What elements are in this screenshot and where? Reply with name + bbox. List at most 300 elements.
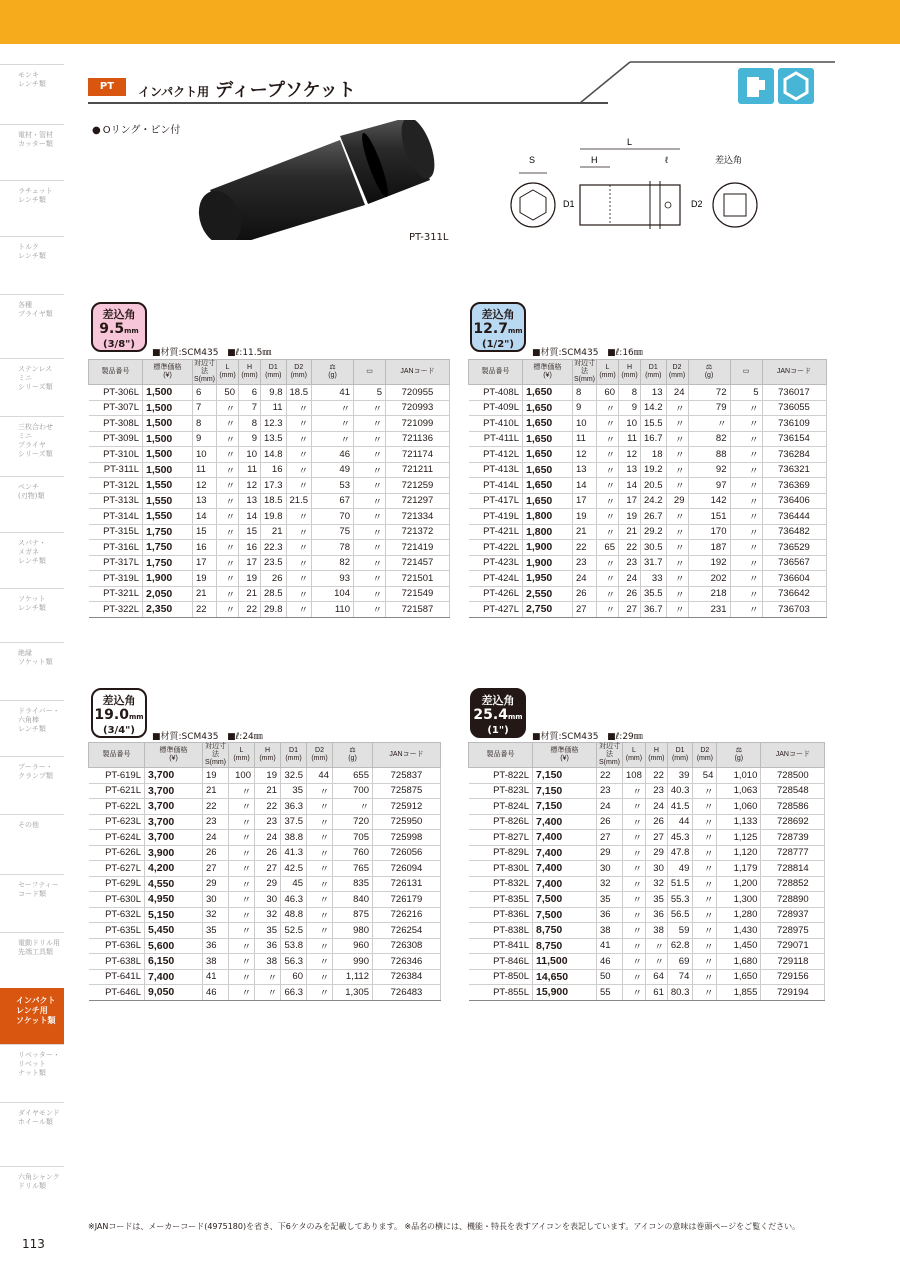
cell-D1: 16.7	[641, 431, 667, 447]
cell-size: 10	[193, 447, 217, 463]
cell-price: 1,800	[523, 524, 573, 540]
cell-D1: 31.7	[641, 555, 667, 571]
cell-D2: 21.5	[286, 493, 312, 509]
cell-pack: 〃	[354, 431, 386, 447]
cell-weight: 1,305	[333, 985, 373, 1001]
cell-price: 7,500	[533, 892, 597, 908]
cell-L: 〃	[597, 462, 619, 478]
cell-D2: 〃	[307, 892, 333, 908]
cell-L: 100	[229, 768, 255, 784]
sidebar-item[interactable]: ソケット レンチ類	[0, 588, 64, 642]
cell-jan: 721587	[386, 602, 450, 618]
cell-weight: 1,120	[717, 845, 761, 861]
cell-D1: 28.5	[261, 586, 287, 602]
cell-D2: 〃	[693, 985, 717, 1001]
sidebar-item[interactable]: モンキ レンチ類	[0, 64, 64, 124]
cell-product: PT-621L	[89, 783, 145, 799]
cell-price: 8,750	[533, 938, 597, 954]
table-row	[89, 524, 450, 540]
cell-weight: 〃	[312, 416, 354, 432]
cell-size: 27	[573, 602, 597, 618]
cell-D1: 21	[261, 524, 287, 540]
cell-size: 30	[597, 861, 623, 877]
cell-L: 〃	[217, 602, 239, 618]
table-row	[89, 555, 450, 571]
cell-H: 17	[239, 555, 261, 571]
weight-icon: ⚖	[329, 364, 336, 371]
cell-L: 〃	[229, 892, 255, 908]
cell-D2: 〃	[693, 969, 717, 985]
cell-size: 15	[193, 524, 217, 540]
column-header-D1: D1 (mm)	[667, 743, 693, 768]
cell-H: 12	[239, 478, 261, 494]
cell-D1: 9.8	[261, 385, 287, 401]
cell-price: 4,200	[145, 861, 203, 877]
column-header-L: L (mm)	[623, 743, 646, 768]
label-l: L	[627, 137, 633, 147]
cell-product: PT-619L	[89, 768, 145, 784]
cell-H: 22	[645, 768, 667, 784]
table-row	[469, 431, 827, 447]
cell-weight: 1,280	[717, 907, 761, 923]
cell-jan: 721549	[386, 586, 450, 602]
title-main: ディープソケット	[215, 80, 356, 101]
cell-D1: 56.3	[281, 954, 307, 970]
cell-price: 1,900	[523, 540, 573, 556]
cell-weight: 231	[688, 602, 730, 618]
cell-D1: 40.3	[667, 783, 693, 799]
column-header-price: 標準価格 (¥)	[533, 743, 597, 768]
cell-L: 〃	[597, 400, 619, 416]
cell-L: 〃	[623, 799, 646, 815]
cell-H: 64	[645, 969, 667, 985]
cell-D1: 37.5	[281, 814, 307, 830]
cell-price: 1,650	[523, 447, 573, 463]
cell-pack: 〃	[730, 524, 762, 540]
sidebar-item[interactable]: 三枚合わせ ミニ プライヤ シリーズ類	[0, 416, 64, 476]
weight-icon: ⚖	[349, 747, 356, 754]
column-header-weight: ⚖ (g)	[717, 743, 761, 768]
column-header-D2: D2 (mm)	[307, 743, 333, 768]
cell-H: 9	[239, 431, 261, 447]
table-row	[469, 555, 827, 571]
column-header-price: 標準価格 (¥)	[145, 743, 203, 768]
cell-price: 1,500	[143, 462, 193, 478]
cell-price: 3,700	[145, 783, 203, 799]
sidebar-item[interactable]: プーラー・ クランプ類	[0, 756, 64, 814]
label-drive: 差込角	[715, 155, 743, 165]
cell-jan: 729156	[761, 969, 825, 985]
cell-H: 22	[619, 540, 641, 556]
cell-weight: 53	[312, 478, 354, 494]
cell-size: 26	[573, 586, 597, 602]
sidebar	[0, 44, 64, 1234]
column-header-D1: D1 (mm)	[261, 360, 287, 385]
spec-line	[152, 345, 271, 358]
cell-product: PT-630L	[89, 892, 145, 908]
cell-D2: 〃	[693, 830, 717, 846]
cell-D1: 52.5	[281, 923, 307, 939]
cell-D2: 〃	[666, 509, 688, 525]
cell-weight: 1,450	[717, 938, 761, 954]
cell-L: 〃	[229, 907, 255, 923]
sidebar-item[interactable]: ペンチ (刃物)類	[0, 476, 64, 532]
cell-jan: 729194	[761, 985, 825, 1001]
cell-L: 〃	[229, 845, 255, 861]
cell-D2: 〃	[693, 954, 717, 970]
cell-size: 8	[573, 385, 597, 401]
cell-jan: 736642	[762, 586, 826, 602]
cell-D1: 20.5	[641, 478, 667, 494]
cell-product: PT-822L	[469, 768, 533, 784]
cell-jan: 736703	[762, 602, 826, 618]
table-row	[89, 478, 450, 494]
cell-price: 1,650	[523, 493, 573, 509]
cell-price: 7,400	[533, 830, 597, 846]
cell-pack: 〃	[730, 478, 762, 494]
cell-jan: 725912	[373, 799, 441, 815]
column-header-jan: JANコード	[386, 360, 450, 385]
cell-L: 60	[597, 385, 619, 401]
cell-price: 2,750	[523, 602, 573, 618]
cell-jan: 728548	[761, 783, 825, 799]
cell-D1: 18	[641, 447, 667, 463]
cell-product: PT-422L	[469, 540, 523, 556]
cell-D2: 18.5	[286, 385, 312, 401]
cell-jan: 728777	[761, 845, 825, 861]
cell-H: 16	[239, 540, 261, 556]
cell-D2: 〃	[693, 907, 717, 923]
cell-L: 〃	[217, 524, 239, 540]
cell-price: 1,500	[143, 447, 193, 463]
column-header-product: 製品番号	[469, 360, 523, 385]
cell-D1: 36.7	[641, 602, 667, 618]
column-header-L: L (mm)	[229, 743, 255, 768]
cell-H: 15	[239, 524, 261, 540]
cell-size: 50	[597, 969, 623, 985]
cell-product: PT-319L	[89, 571, 143, 587]
cell-pack: 〃	[730, 571, 762, 587]
cell-L: 〃	[229, 923, 255, 939]
table-row	[89, 892, 441, 908]
sidebar-item[interactable]: その他	[0, 814, 64, 874]
cell-D2: 〃	[666, 447, 688, 463]
cell-size: 7	[193, 400, 217, 416]
sidebar-item[interactable]: トルク レンチ類	[0, 236, 64, 294]
cell-product: PT-635L	[89, 923, 145, 939]
cell-D2: 〃	[666, 462, 688, 478]
feature-text: ● Oリング・ピン付	[92, 121, 180, 136]
cell-price: 1,550	[143, 509, 193, 525]
table-row	[469, 845, 825, 861]
cell-D2: 〃	[307, 923, 333, 939]
cell-size: 26	[203, 845, 229, 861]
cell-jan: 728739	[761, 830, 825, 846]
cell-product: PT-321L	[89, 586, 143, 602]
cell-size: 11	[193, 462, 217, 478]
cell-L: 〃	[229, 830, 255, 846]
cell-size: 19	[203, 768, 229, 784]
cell-product: PT-412L	[469, 447, 523, 463]
cell-weight: 187	[688, 540, 730, 556]
cell-product: PT-306L	[89, 385, 143, 401]
cell-D1: 69	[667, 954, 693, 970]
cell-D1: 39	[667, 768, 693, 784]
cell-D2: 〃	[693, 892, 717, 908]
cell-size: 27	[203, 861, 229, 877]
cell-size: 19	[193, 571, 217, 587]
cell-weight: 1,063	[717, 783, 761, 799]
sidebar-item[interactable]: ダイヤモンド ホイール類	[0, 1102, 64, 1166]
cell-pack: 〃	[354, 586, 386, 602]
cell-D1: 18.5	[261, 493, 287, 509]
table-row	[469, 462, 827, 478]
table-row	[469, 493, 827, 509]
sidebar-item[interactable]: インパクト レンチ用 ソケット類	[0, 988, 64, 1044]
cell-D1: 66.3	[281, 985, 307, 1001]
cell-H: 6	[239, 385, 261, 401]
package-icon: ▭	[366, 368, 373, 375]
cell-product: PT-307L	[89, 400, 143, 416]
cell-size: 26	[597, 814, 623, 830]
cell-jan: 725837	[373, 768, 441, 784]
table-row	[89, 830, 441, 846]
column-header-H: H (mm)	[255, 743, 281, 768]
sidebar-item[interactable]: 電材・管材 カッター類	[0, 124, 64, 180]
cell-product: PT-830L	[469, 861, 533, 877]
cell-jan: 726179	[373, 892, 441, 908]
spec-ell: ■ℓ:29㎜	[607, 732, 643, 742]
spec-line	[532, 729, 643, 742]
table-row	[469, 892, 825, 908]
cell-jan: 728937	[761, 907, 825, 923]
cell-product: PT-423L	[469, 555, 523, 571]
cell-weight: 875	[333, 907, 373, 923]
cell-L: 〃	[217, 509, 239, 525]
cell-price: 9,050	[145, 985, 203, 1001]
cell-product: PT-832L	[469, 876, 533, 892]
cell-D1: 35.5	[641, 586, 667, 602]
cell-D2: 〃	[286, 478, 312, 494]
cell-D1: 17.3	[261, 478, 287, 494]
cell-product: PT-827L	[469, 830, 533, 846]
cell-product: PT-316L	[89, 540, 143, 556]
cell-D1: 46.3	[281, 892, 307, 908]
cell-D1: 51.5	[667, 876, 693, 892]
cell-D1: 42.5	[281, 861, 307, 877]
cell-product: PT-309L	[89, 431, 143, 447]
cell-size: 21	[203, 783, 229, 799]
cell-D1: 14.2	[641, 400, 667, 416]
cell-D1: 35	[281, 783, 307, 799]
label-d1: D1	[563, 199, 575, 209]
cell-D2: 〃	[666, 602, 688, 618]
cell-D2: 〃	[286, 586, 312, 602]
cell-D2: 〃	[693, 814, 717, 830]
cell-weight: 79	[688, 400, 730, 416]
cell-product: PT-408L	[469, 385, 523, 401]
cell-H: 32	[645, 876, 667, 892]
cell-size: 36	[203, 938, 229, 954]
column-header-jan: JANコード	[373, 743, 441, 768]
sidebar-item[interactable]: ドライバー・ 六角棒 レンチ類	[0, 700, 64, 756]
cell-product: PT-314L	[89, 509, 143, 525]
cell-L: 〃	[623, 876, 646, 892]
cell-price: 1,650	[523, 478, 573, 494]
cell-price: 1,800	[523, 509, 573, 525]
spec-ell: ■ℓ:11.5㎜	[227, 348, 272, 358]
cell-H: 8	[619, 385, 641, 401]
cell-weight: 93	[312, 571, 354, 587]
table-row	[89, 861, 441, 877]
column-header-D1: D1 (mm)	[641, 360, 667, 385]
cell-size: 32	[203, 907, 229, 923]
cell-weight: 700	[333, 783, 373, 799]
cell-D2: 〃	[666, 586, 688, 602]
cell-price: 3,700	[145, 814, 203, 830]
cell-D2: 〃	[666, 431, 688, 447]
cell-D2: 〃	[666, 555, 688, 571]
column-header-weight: ⚖ (g)	[688, 360, 730, 385]
table-row	[469, 783, 825, 799]
cell-D2: 〃	[286, 602, 312, 618]
cell-L: 〃	[217, 555, 239, 571]
cell-D2: 〃	[307, 876, 333, 892]
cell-D2: 〃	[286, 400, 312, 416]
cell-L: 〃	[217, 431, 239, 447]
cell-H: 35	[255, 923, 281, 939]
cell-D1: 22.3	[261, 540, 287, 556]
cell-product: PT-824L	[469, 799, 533, 815]
badge-value: 19.0mm	[94, 707, 144, 723]
table-row	[89, 447, 450, 463]
cell-product: PT-414L	[469, 478, 523, 494]
sidebar-item[interactable]: 絶縁 ソケット類	[0, 642, 64, 700]
cell-jan: 728890	[761, 892, 825, 908]
column-header-L: L (mm)	[597, 360, 619, 385]
cell-price: 1,650	[523, 400, 573, 416]
cell-weight: 1,112	[333, 969, 373, 985]
sidebar-item[interactable]: 電動ドリル用 先端工具類	[0, 932, 64, 988]
cell-H: 〃	[645, 938, 667, 954]
cell-size: 38	[203, 954, 229, 970]
cell-price: 1,900	[143, 571, 193, 587]
cell-weight: 1,680	[717, 954, 761, 970]
column-header-D2: D2 (mm)	[693, 743, 717, 768]
cell-D1: 19.8	[261, 509, 287, 525]
cell-weight: 835	[333, 876, 373, 892]
cell-D2: 〃	[666, 400, 688, 416]
cell-size: 29	[597, 845, 623, 861]
cell-H: 13	[619, 462, 641, 478]
cell-D2: 〃	[693, 845, 717, 861]
cell-weight: 142	[688, 493, 730, 509]
cell-jan: 729118	[761, 954, 825, 970]
cell-price: 7,500	[533, 907, 597, 923]
hexagon-icon	[778, 68, 814, 104]
table-row	[89, 907, 441, 923]
cell-size: 12	[573, 447, 597, 463]
table-row	[89, 814, 441, 830]
cell-L: 〃	[597, 586, 619, 602]
cell-L: 〃	[597, 416, 619, 432]
cell-L: 〃	[229, 783, 255, 799]
cell-L: 〃	[623, 783, 646, 799]
cell-D2: 〃	[693, 876, 717, 892]
cell-jan: 736444	[762, 509, 826, 525]
cell-product: PT-421L	[469, 524, 523, 540]
cell-size: 17	[573, 493, 597, 509]
table-row	[469, 385, 827, 401]
cell-H: 26	[619, 586, 641, 602]
table-row	[89, 876, 441, 892]
cell-D1: 26	[261, 571, 287, 587]
cell-D1: 32.5	[281, 768, 307, 784]
cell-weight: 1,060	[717, 799, 761, 815]
sidebar-item[interactable]: リベッター・ リベット ナット類	[0, 1044, 64, 1102]
cell-weight: 990	[333, 954, 373, 970]
cell-D2: 〃	[286, 416, 312, 432]
cell-weight: 46	[312, 447, 354, 463]
table-row	[469, 861, 825, 877]
cell-H: 24	[645, 799, 667, 815]
cell-pack: 〃	[730, 462, 762, 478]
label-h: H	[591, 155, 598, 165]
cell-price: 1,550	[143, 493, 193, 509]
cell-H: 36	[255, 938, 281, 954]
sidebar-item[interactable]: ラチェット レンチ類	[0, 180, 64, 236]
cell-D1: 12.3	[261, 416, 287, 432]
table-row	[469, 814, 825, 830]
cell-size: 38	[597, 923, 623, 939]
cell-price: 1,500	[143, 385, 193, 401]
spec-table	[468, 742, 825, 1001]
cell-D2: 〃	[307, 861, 333, 877]
cell-L: 〃	[623, 814, 646, 830]
cell-weight: 1,430	[717, 923, 761, 939]
cell-jan: 721259	[386, 478, 450, 494]
cell-D2: 〃	[307, 954, 333, 970]
spec-ell: ■ℓ:24㎜	[227, 732, 263, 742]
cell-jan: 721419	[386, 540, 450, 556]
cell-price: 7,150	[533, 783, 597, 799]
cell-pack: 〃	[730, 555, 762, 571]
sidebar-item[interactable]: セーフティー コード類	[0, 874, 64, 932]
sidebar-item[interactable]: ステンレス ミニ シリーズ類	[0, 358, 64, 416]
cell-H: 19	[239, 571, 261, 587]
cell-size: 23	[597, 783, 623, 799]
cell-pack: 〃	[730, 509, 762, 525]
cell-weight: 78	[312, 540, 354, 556]
sidebar-item[interactable]: 各種 プライヤ類	[0, 294, 64, 358]
cell-pack: 〃	[354, 400, 386, 416]
cell-weight: 97	[688, 478, 730, 494]
cell-H: 35	[645, 892, 667, 908]
cell-size: 6	[193, 385, 217, 401]
cell-product: PT-311L	[89, 462, 143, 478]
sidebar-item[interactable]: スパナ・ メガネ レンチ類	[0, 532, 64, 588]
cell-L: 〃	[229, 861, 255, 877]
cell-weight: 1,125	[717, 830, 761, 846]
cell-H: 19	[255, 768, 281, 784]
cell-jan: 721136	[386, 431, 450, 447]
cell-jan: 726346	[373, 954, 441, 970]
cell-jan: 736017	[762, 385, 826, 401]
cell-H: 22	[255, 799, 281, 815]
cell-D1: 48.8	[281, 907, 307, 923]
sidebar-item[interactable]: 六角シャンク ドリル類	[0, 1166, 64, 1226]
cell-product: PT-315L	[89, 524, 143, 540]
